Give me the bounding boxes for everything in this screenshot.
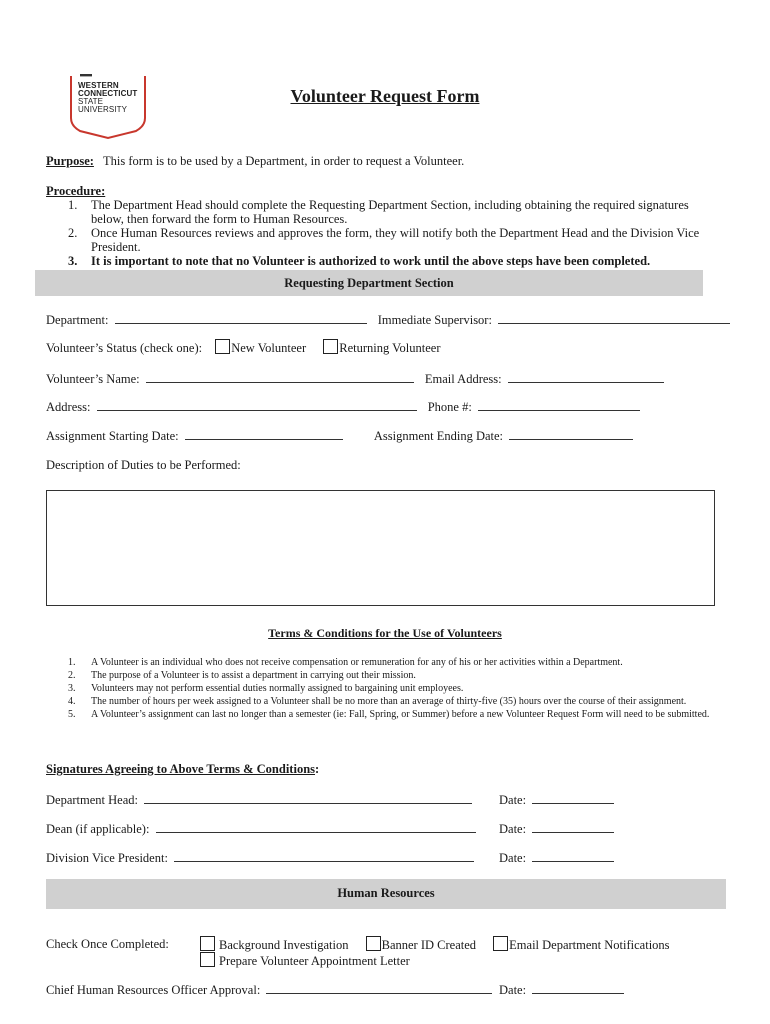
hr-check-row-2 [200, 952, 410, 969]
page-title: Volunteer Request Form [290, 86, 480, 106]
chro-date-row [499, 982, 624, 998]
dean-row [46, 821, 476, 837]
chro-row [46, 982, 492, 998]
background-label: Background Investigation [219, 938, 349, 952]
volunteer-name-field[interactable] [146, 371, 414, 383]
new-volunteer-label: New Volunteer [231, 341, 307, 355]
name-row [46, 371, 664, 387]
list-item: 5. A Volunteer’s assignment can last no longer than a semester (ie: Fall, Spring, or Summer) before a new Volunteer Request Form will need to be submitted. [68, 709, 710, 720]
banner-checkbox[interactable] [366, 936, 381, 951]
list-item: 2. Once Human Resources reviews and approves the form, they will notify both the Department Head and the Division Vice President. [68, 226, 700, 254]
email-notify-label: Email Department Notifications [509, 938, 670, 952]
background-checkbox[interactable] [200, 936, 215, 951]
list-item: 3. Volunteers may not perform essential duties normally assigned to bargaining unit employees. [68, 683, 464, 694]
purpose-label: Purpose: [46, 154, 94, 168]
supervisor-label: Immediate Supervisor: [377, 313, 492, 327]
hr-check-row-1 [200, 936, 670, 953]
terms-list [46, 656, 726, 721]
procedure-list [46, 198, 706, 268]
chro-signature-field[interactable] [266, 982, 492, 994]
end-date-label: Assignment Ending Date: [373, 429, 504, 443]
dates-row [46, 428, 633, 444]
start-date-field[interactable] [185, 428, 343, 440]
signatures-header [46, 762, 319, 777]
procedure-label: Procedure: [46, 184, 106, 198]
dean-signature-field[interactable] [156, 821, 476, 833]
logo-line-2: CONNECTICUT [78, 89, 138, 98]
department-head-label: Department Head: [46, 793, 138, 807]
supervisor-field[interactable] [498, 312, 730, 324]
returning-volunteer-checkbox[interactable] [323, 339, 338, 354]
division-vp-date-row [499, 850, 614, 866]
prepare-letter-label: Prepare Volunteer Appointment Letter [219, 954, 410, 968]
dean-label: Dean (if applicable): [46, 822, 150, 836]
list-item: 2. The purpose of a Volunteer is to assist a department in carrying out their mission. [68, 670, 416, 681]
department-head-date-row [499, 792, 614, 808]
department-head-date-field[interactable] [532, 792, 614, 804]
banner-label: Banner ID Created [381, 938, 477, 952]
division-vp-signature-field[interactable] [174, 850, 474, 862]
division-vp-row [46, 850, 474, 866]
phone-label: Phone #: [427, 400, 472, 414]
hr-section-header: Human Resources [46, 879, 726, 909]
division-vp-date-field[interactable] [532, 850, 614, 862]
prepare-letter-checkbox[interactable] [200, 952, 215, 967]
email-notify-checkbox[interactable] [493, 936, 508, 951]
logo-line-1: WESTERN [78, 81, 119, 90]
date-label: Date: [499, 822, 527, 836]
logo-line-3: STATE [78, 97, 104, 106]
email-label: Email Address: [424, 372, 502, 386]
list-item: 1. The Department Head should complete the Requesting Department Section, including obtaining the required signatures below, then forward the form to Human Resources. [68, 198, 689, 226]
division-vp-label: Division Vice President: [46, 851, 168, 865]
email-field[interactable] [508, 371, 664, 383]
signatures-header-text: Signatures Agreeing to Above Terms & Conditions [46, 762, 316, 776]
university-logo [68, 74, 148, 140]
logo-line-4: UNIVERSITY [78, 105, 128, 114]
status-row [46, 339, 441, 356]
department-label: Department: [46, 313, 109, 327]
duties-textarea[interactable] [46, 490, 715, 606]
dean-date-field[interactable] [532, 821, 614, 833]
date-label: Date: [499, 793, 527, 807]
chro-date-field[interactable] [532, 982, 624, 994]
duties-label: Description of Duties to be Performed: [46, 458, 241, 472]
terms-block [46, 656, 726, 721]
status-label: Volunteer’s Status (check one): [46, 341, 203, 355]
department-field[interactable] [115, 312, 367, 324]
purpose-line [46, 154, 464, 169]
hr-check-label: Check Once Completed: [46, 937, 169, 951]
volunteer-name-label: Volunteer’s Name: [46, 372, 140, 386]
list-item: 3. It is important to note that no Volunteer is authorized to work until the above steps have been completed. [68, 254, 651, 268]
phone-field[interactable] [478, 399, 640, 411]
signatures-colon: : [315, 762, 320, 776]
new-volunteer-checkbox[interactable] [215, 339, 230, 354]
terms-header: Terms & Conditions for the Use of Volunteers [268, 626, 502, 640]
address-field[interactable] [97, 399, 417, 411]
date-label: Date: [499, 983, 527, 997]
end-date-field[interactable] [509, 428, 633, 440]
address-label: Address: [46, 400, 91, 414]
department-head-row [46, 792, 472, 808]
start-date-label: Assignment Starting Date: [46, 429, 179, 443]
list-item: 4. The number of hours per week assigned to a Volunteer shall be no more than an average of thirty-five (35) hours over the course of their assignment. [68, 696, 687, 707]
department-head-signature-field[interactable] [144, 792, 472, 804]
address-row [46, 399, 640, 415]
list-item: 1. A Volunteer is an individual who does not receive compensation or remuneration for any of his or her activities within a Department. [68, 657, 623, 668]
procedure-block [46, 184, 706, 268]
department-row [46, 312, 730, 328]
dean-date-row [499, 821, 614, 837]
date-label: Date: [499, 851, 527, 865]
chro-label: Chief Human Resources Officer Approval: [46, 983, 261, 997]
requesting-section-header: Requesting Department Section [35, 270, 703, 296]
purpose-text: This form is to be used by a Department, in order to request a Volunteer. [103, 154, 465, 168]
returning-volunteer-label: Returning Volunteer [339, 341, 441, 355]
